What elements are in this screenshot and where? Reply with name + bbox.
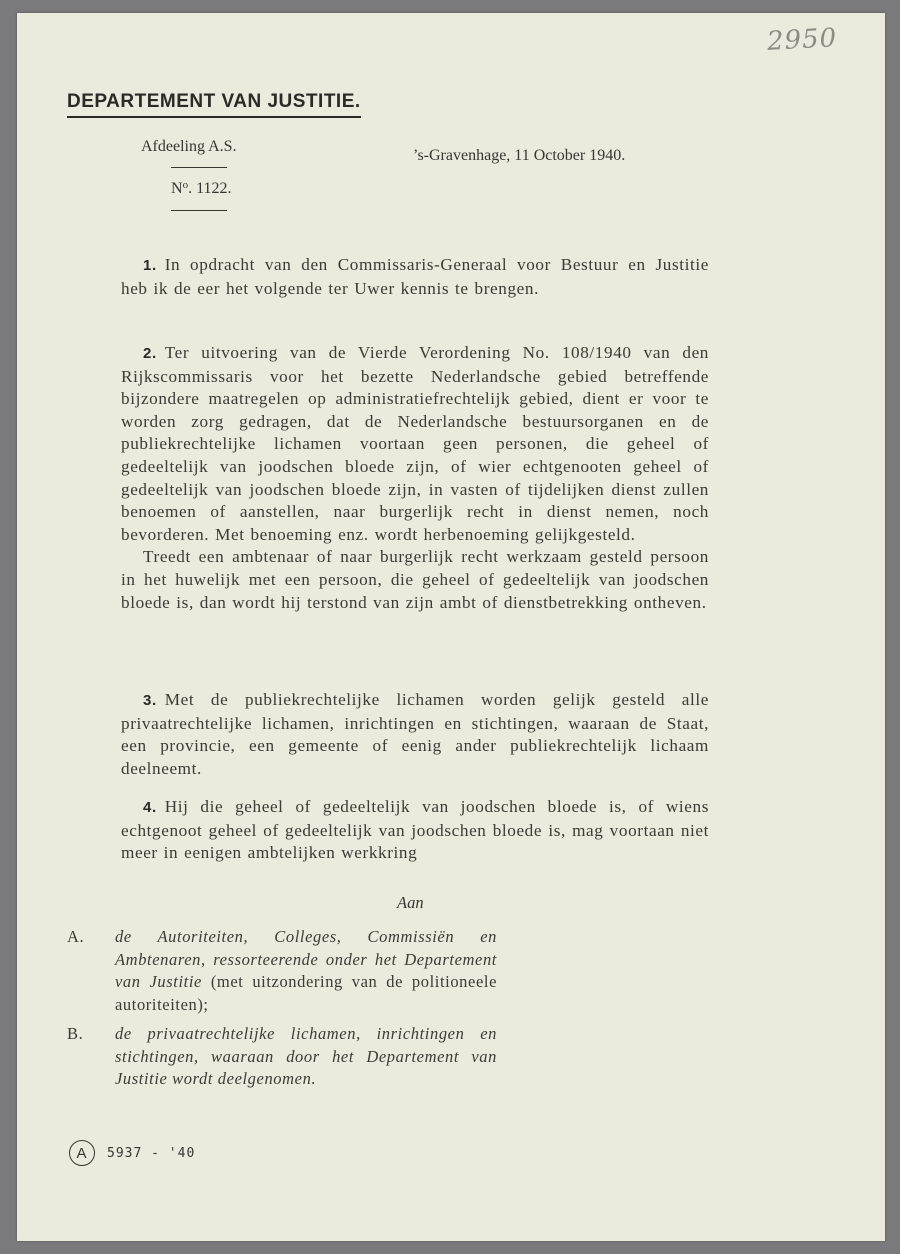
- place-and-date: ’s-Gravenhage, 11 October 1940.: [413, 147, 626, 164]
- division-label: Afdeeling A.S.: [141, 138, 237, 155]
- paragraph-text: Met de publiekrechtelijke lichamen worden gelijk gesteld alle privaatrechtelijke lichamen, inrichtingen en stichtingen, waaraan de Staat, een provincie, een gemeente of eenig ander publiekrechtelijk lichaam deelneemt.: [121, 690, 709, 778]
- divider-rule: [171, 167, 227, 168]
- al-monogram-icon: A: [69, 1140, 95, 1166]
- paragraph-number: 1.: [143, 257, 157, 274]
- addressee-letter: A.: [67, 927, 85, 946]
- paragraph-text: In opdracht van den Commissaris-Generaal voor Bestuur en Justitie heb ik de eer het volgende ter Uwer kennis te brengen.: [121, 255, 709, 298]
- addressee-plain-text: (met uitzondering van de politioneele autoriteiten);: [115, 972, 497, 1014]
- paragraph-number: 3.: [143, 692, 157, 709]
- printer-footer: [69, 1140, 195, 1166]
- document-page: [17, 13, 885, 1241]
- paragraph-3: [121, 689, 709, 780]
- paragraph-2: [121, 342, 709, 614]
- addressee-heading: Aan: [397, 893, 424, 912]
- handwritten-archive-number: 2950: [766, 23, 838, 57]
- paragraph-1: [121, 254, 709, 300]
- paragraph-continuation: Treedt een ambtenaar of naar burgerlijk recht werkzaam gesteld persoon in het huwelijk met een persoon, die geheel of gedeeltelijk van joodschen bloede is, dan wordt hij terstond van zijn ambt of dienstbetrekking ontheven.: [121, 547, 709, 612]
- addressee-a: [67, 926, 497, 1016]
- print-code: 5937 - '40: [107, 1145, 196, 1161]
- department-title: DEPARTEMENT VAN JUSTITIE.: [67, 91, 361, 118]
- paragraph-number: 2.: [143, 345, 157, 362]
- document-number: $N^o$. 1122.: [171, 179, 232, 197]
- addressee-italic-text: de Autoriteiten, Colleges, Commissiën en Ambtenaren, ressorteerende onder het Departement van Justitie: [115, 927, 497, 991]
- addressee-letter: B.: [67, 1024, 84, 1043]
- divider-rule: [171, 210, 227, 211]
- paragraph-number: 4.: [143, 799, 157, 816]
- addressee-b: [67, 1023, 497, 1091]
- paragraph-text: Ter uitvoering van de Vierde Verordening No. 108/1940 van den Rijkscommissaris voor het bezette Nederlandsche gebied betreffende bijzondere maatregelen op administratiefrechtelijk gebied, dient er voor te worden zorg gedragen, dat de Nederlandsche bestuursorganen en de publiekrechtelijke lichamen voortaan geen personen, die geheel of gedeeltelijk van joodschen bloede zijn, of wier echtgenooten geheel of gedeeltelijk van joodschen bloede zijn, in vasten of tijdelijken dienst zullen benoemen of aanstellen, naar burgerlijk recht in dienst nemen, noch bevorderen. Met benoeming enz. wordt herbenoeming gelijkgesteld.: [121, 343, 709, 544]
- paragraph-4: [121, 796, 709, 865]
- paragraph-text: Hij die geheel of gedeeltelijk van joodschen bloede is, of wiens echtgenoot geheel of gedeeltelijk van joodschen bloede is, mag voortaan niet meer in eenigen ambtelijken werkkring: [121, 797, 709, 863]
- addressee-italic-text: de privaatrechtelijke lichamen, inrichtingen en stichtingen, waaraan door het Departement van Justitie wordt deelgenomen.: [115, 1024, 497, 1088]
